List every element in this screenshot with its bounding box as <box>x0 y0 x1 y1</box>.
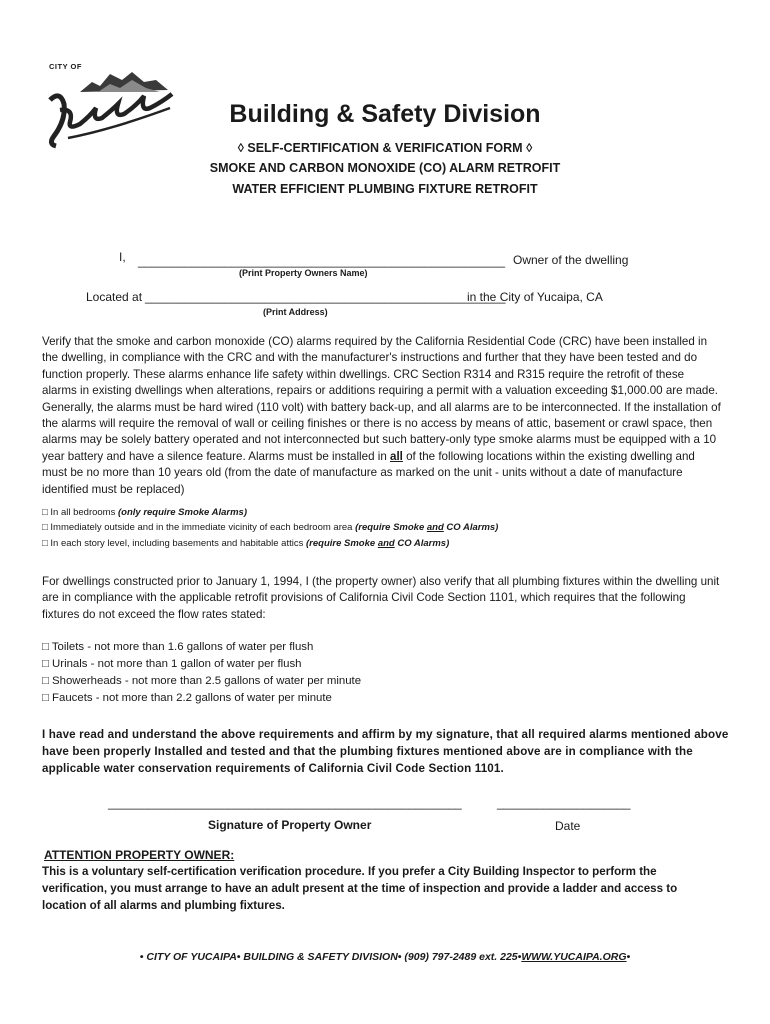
owner-name-field[interactable]: _______________________________________________________ <box>138 254 506 268</box>
alarm-location-and: and <box>426 522 444 533</box>
alarm-text-all: all <box>390 449 403 463</box>
attention-body: This is a voluntary self-certification verification procedure. If you prefer a City Building Inspector to perform the verification, you must arrange to have an adult present at the time of inspection and provide a ladder and access to location of all alarms and plumbing fixtures. <box>42 865 678 912</box>
plumbing-paragraph: For dwellings constructed prior to January 1, 1994, I (the property owner) also verify that all plumbing fixtures within the dwelling unit are in compliance with the applicable retrofit provisions of California Civil Code Section 1101, which requires that the following fixtures do not exceed the flow rates stated: <box>42 575 720 621</box>
alarm-location-text: Immediately outside and in the immediate vicinity of each bedroom area <box>47 522 356 533</box>
fixture-item[interactable]: □ Showerheads - not more than 2.5 gallons of water per minute <box>42 675 362 687</box>
address-field[interactable]: ______________________________________________________ <box>145 290 506 304</box>
address-suffix: in the City of Yucaipa, CA <box>467 290 603 304</box>
form-subtitle-alarm: SMOKE AND CARBON MONOXIDE (CO) ALARM RETROFIT <box>209 161 561 175</box>
logo-city-of: CITY OF <box>49 62 82 71</box>
alarm-text-1: Verify that the smoke and carbon monoxide (CO) alarms required by the California Residential Code (CRC) have been installed in the dwelling, in compliance with the CRC and with the manufacturer's instructions and further that they have been tested and do function properly. These alarms enhance life safety within dwellings. CRC Section R314 and R315 require the retrofit of these alarms in existing dwellings when alterations, repairs or additions requiring a permit with a valuation exceeding $1,000.00 are made. Generally, the alarms must be hard wired (110 volt) with battery back-up, and all alarms are to be interconnected. If the installation of the alarms will require the removal of wall or ceiling finishes or there is no access by means of attic, basement or crawl space, then alarms may be solely battery operated and not interconnected but such battery-only type smoke alarms must be equipped with a 10 year battery and have a silence feature. Alarms must be installed in <box>42 335 721 463</box>
alarm-location-note: (require Smoke <box>355 522 427 533</box>
page-title: Building & Safety Division <box>229 100 541 128</box>
form-subtitle-plumbing: WATER EFFICIENT PLUMBING FIXTURE RETROFIT <box>232 182 538 196</box>
attention-heading: ATTENTION PROPERTY OWNER: <box>44 848 235 862</box>
fixture-item[interactable]: □ Faucets - not more than 2.2 gallons of water per minute <box>42 692 332 704</box>
fixture-item[interactable]: □ Toilets - not more than 1.6 gallons of water per flush <box>42 641 314 653</box>
checkbox-icon[interactable]: □ <box>42 538 48 549</box>
alarm-location-note: CO Alarms) <box>394 538 450 549</box>
address-prefix: Located at <box>86 290 143 304</box>
checkbox-icon[interactable]: □ <box>42 507 48 518</box>
checkbox-icon[interactable]: □ <box>42 522 48 533</box>
footer <box>0 951 770 963</box>
alarm-text-2: of the following locations within the existing dwelling and must be no more than 10 years old (from the date of manufacture as marked on the unit - units without a date of manufacture identified must be replaced) <box>42 449 695 496</box>
alarm-location-note: CO Alarms) <box>443 522 499 533</box>
alarm-location-text: In all bedrooms <box>47 507 118 518</box>
owner-prefix: I, <box>119 250 126 264</box>
date-field[interactable]: ____________________ <box>497 796 631 810</box>
signature-label: Signature of Property Owner <box>208 818 372 832</box>
date-label: Date <box>555 819 581 833</box>
alarm-location-note: (require Smoke <box>306 538 378 549</box>
alarm-requirements-paragraph <box>42 334 722 498</box>
alarm-location-and: and <box>377 538 395 549</box>
footer-text: • CITY OF YUCAIPA• BUILDING & SAFETY DIVISION• (909) 797-2489 ext. 225• <box>139 951 522 963</box>
owner-caption: (Print Property Owners Name) <box>239 268 368 278</box>
alarm-location-item <box>42 522 498 533</box>
alarm-location-item <box>42 507 247 518</box>
footer-tail: • <box>626 951 631 963</box>
alarm-location-item <box>42 538 449 549</box>
fixture-item[interactable]: □ Urinals - not more than 1 gallon of water per flush <box>42 658 302 670</box>
website-link[interactable]: WWW.YUCAIPA.ORG <box>521 951 627 963</box>
alarm-location-text: In each story level, including basements and habitable attics <box>47 538 306 549</box>
affirmation-statement: I have read and understand the above requirements and affirm by my signature, that all required alarms mentioned above have been properly Installed and tested and that the plumbing fixtures mentioned above are in compliance with the applicable water conservation requirements of California Civil Code Section 1101. <box>42 728 729 775</box>
alarm-location-note: (only require Smoke Alarms) <box>117 507 247 518</box>
address-caption: (Print Address) <box>263 307 328 317</box>
owner-suffix: Owner of the dwelling <box>513 253 629 267</box>
form-subtitle: ◊ SELF-CERTIFICATION & VERIFICATION FORM ◊ <box>237 141 533 155</box>
owner-signature-field[interactable]: _____________________________________________________ <box>108 796 462 810</box>
